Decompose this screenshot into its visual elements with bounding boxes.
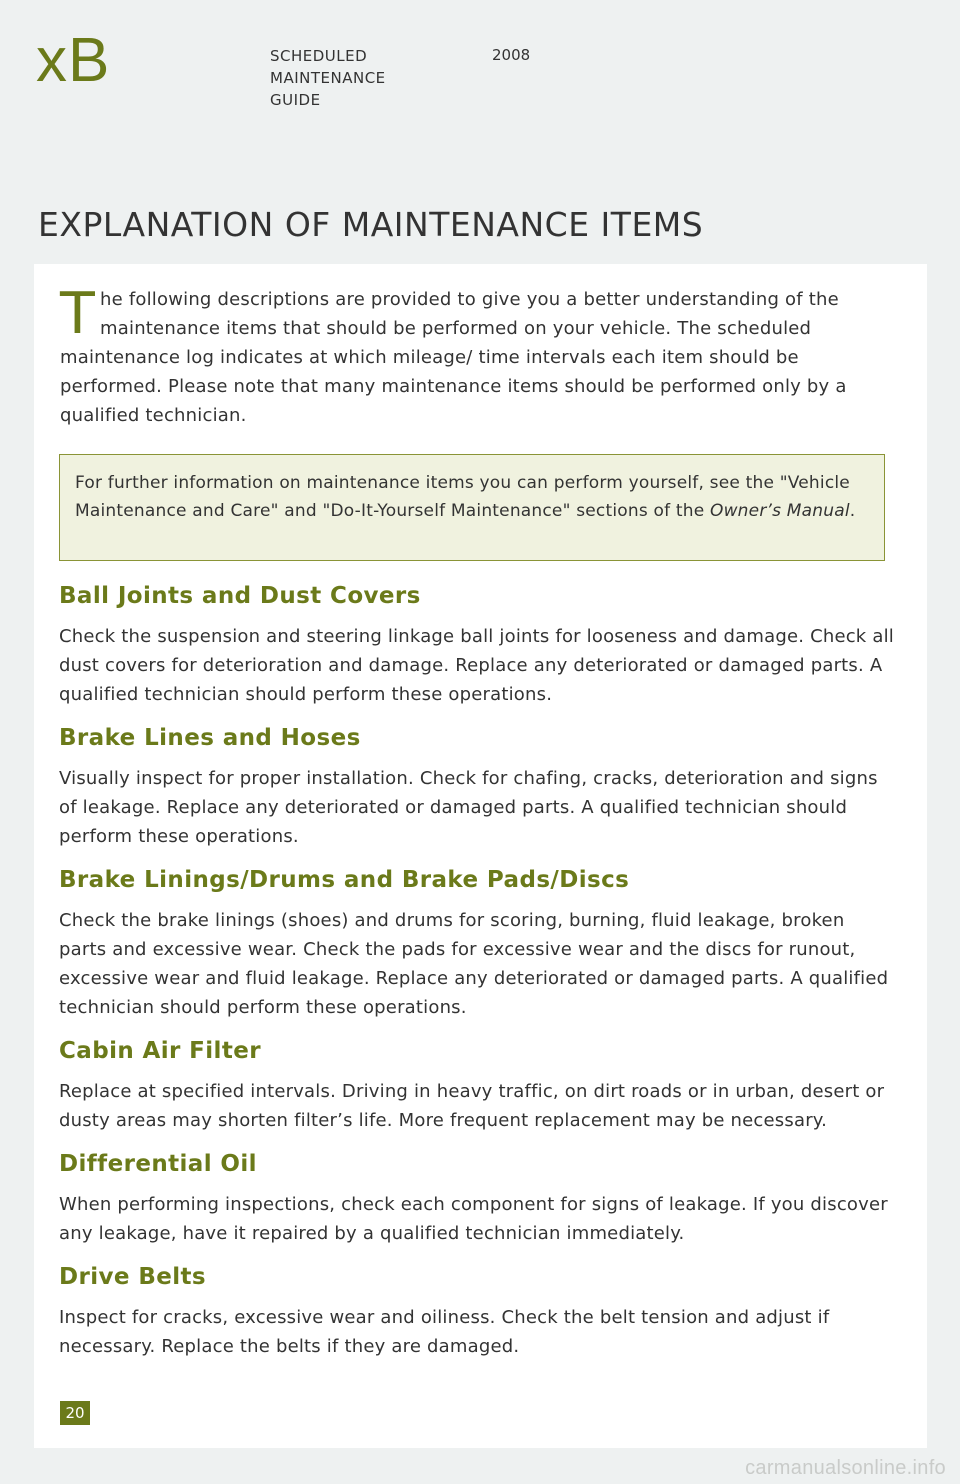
model-year: 2008 [492, 46, 531, 64]
page-number-badge: 20 [60, 1401, 90, 1425]
maintenance-items-list [59, 580, 894, 1374]
guide-title-line: SCHEDULED [270, 47, 368, 65]
drop-cap: T [60, 281, 96, 347]
maintenance-item [59, 1035, 894, 1135]
item-description: Check the suspension and steering linkage ball joints for looseness and damage. Check all dust covers for deterioration and damage. Replace any deteriorated or damaged parts. A qualified technician should perform these operations. [59, 626, 894, 705]
xb-logo: xB [36, 26, 111, 95]
guide-title [270, 45, 386, 111]
maintenance-item [59, 864, 894, 1022]
info-note-box [59, 454, 885, 561]
content-panel [34, 264, 927, 1448]
note-text: For further information on maintenance items you can perform yourself, see the "Vehicle Maintenance and Care" and "Do-It-Yourself Maintenance" sections of the [75, 473, 850, 521]
item-heading: Differential Oil [59, 1151, 257, 1177]
maintenance-item [59, 1148, 894, 1248]
item-description: Check the brake linings (shoes) and drums for scoring, burning, fluid leakage, broken parts and excessive wear. Check the pads for excessive wear and the discs for runout, excessive wear and fluid leakage. Replace any deteriorated or damaged parts. A qualified technician should perform these operations. [59, 910, 889, 1018]
item-description: Replace at specified intervals. Driving in heavy traffic, on dirt roads or in urban, desert or dusty areas may shorten filter’s life. More frequent replacement may be necessary. [59, 1081, 885, 1131]
maintenance-item [59, 1261, 894, 1361]
item-heading: Cabin Air Filter [59, 1038, 261, 1064]
item-description: Visually inspect for proper installation. Check for chafing, cracks, deterioration and signs of leakage. Replace any deteriorated or damaged parts. A qualified technician should perform these operations. [59, 768, 878, 847]
item-heading: Ball Joints and Dust Covers [59, 583, 421, 609]
intro-text: he following descriptions are provided to give you a better understanding of the maintenance items that should be performed on your vehicle. The scheduled maintenance log indicates at which mileage/ time intervals each item should be performed. Please note that many maintenance items should be performed only by a qualified technician. [60, 289, 847, 426]
maintenance-item [59, 580, 894, 709]
maintenance-item [59, 722, 894, 851]
item-heading: Brake Linings/Drums and Brake Pads/Discs [59, 867, 630, 893]
watermark: carmanualsonline.info [745, 1457, 946, 1479]
page-title: EXPLANATION OF MAINTENANCE ITEMS [38, 205, 704, 244]
guide-title-line: MAINTENANCE [270, 69, 386, 87]
owners-manual-reference: Owner’s Manual [710, 501, 850, 521]
item-heading: Drive Belts [59, 1264, 207, 1290]
item-description: When performing inspections, check each component for signs of leakage. If you discover any leakage, have it repaired by a qualified technician immediately. [59, 1194, 888, 1244]
item-heading: Brake Lines and Hoses [59, 725, 361, 751]
guide-title-line: GUIDE [270, 91, 321, 109]
intro-paragraph [60, 281, 872, 430]
note-end: . [849, 501, 856, 521]
item-description: Inspect for cracks, excessive wear and oiliness. Check the belt tension and adjust if necessary. Replace the belts if they are damaged. [59, 1307, 830, 1357]
